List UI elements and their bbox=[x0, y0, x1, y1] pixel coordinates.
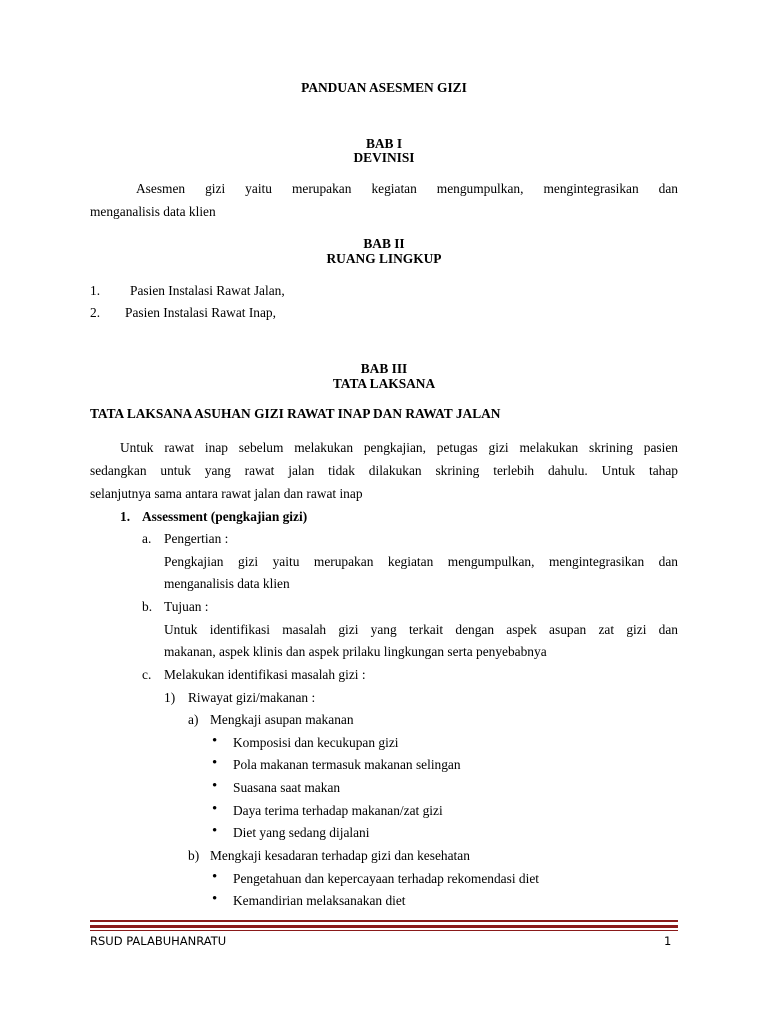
item-b-label: b. bbox=[142, 599, 153, 614]
bab1-text-line1: Asesmen gizi yaitu merupakan kegiatan mengumpulkan, mengintegrasikan dan bbox=[136, 181, 678, 196]
bab3-subheading: TATA LAKSANA ASUHAN GIZI RAWAT INAP DAN RAWAT JALAN bbox=[90, 406, 501, 421]
bab2-heading: RUANG LINGKUP bbox=[326, 251, 442, 266]
item-c1-label: 1) bbox=[164, 690, 176, 705]
bullet-icon: • bbox=[212, 869, 218, 885]
bullet-icon: • bbox=[212, 891, 218, 907]
bab1-label: BAB I bbox=[365, 136, 403, 151]
bullet-item: Pengetahuan dan kepercayaan terhadap rekomendasi diet bbox=[233, 871, 539, 886]
item-b-line1: Untuk identifikasi masalah gizi yang terkait dengan aspek asupan zat gizi dan bbox=[164, 622, 678, 637]
step1-title: Assessment (pengkajian gizi) bbox=[142, 509, 308, 524]
footer-rule bbox=[90, 930, 678, 931]
bab2-item-text: Pasien Instalasi Rawat Inap, bbox=[125, 305, 276, 320]
bullet-item: Komposisi dan kecukupan gizi bbox=[233, 735, 399, 750]
bab1-heading: DEVINISI bbox=[353, 150, 415, 165]
page-number: 1 bbox=[664, 934, 672, 948]
bab1-text-line2: menganalisis data klien bbox=[90, 204, 216, 219]
bullet-item: Daya terima terhadap makanan/zat gizi bbox=[233, 803, 443, 818]
item-b-line2: makanan, aspek klinis dan aspek prilaku lingkungan serta penyebabnya bbox=[164, 644, 547, 659]
item-cb-title: Mengkaji kesadaran terhadap gizi dan kesehatan bbox=[210, 848, 470, 863]
item-ca-label: a) bbox=[188, 712, 199, 727]
bullet-icon: • bbox=[212, 755, 218, 771]
item-c-title: Melakukan identifikasi masalah gizi : bbox=[164, 667, 366, 682]
bab2-item-num: 1. bbox=[90, 283, 101, 298]
bab3-intro-line3: selanjutnya sama antara rawat jalan dan rawat inap bbox=[90, 486, 363, 501]
bab3-label: BAB III bbox=[360, 361, 408, 376]
bullet-icon: • bbox=[212, 778, 218, 794]
bullet-item: Suasana saat makan bbox=[233, 780, 341, 795]
item-a-line2: menganalisis data klien bbox=[164, 576, 290, 591]
footer-rule bbox=[90, 920, 678, 922]
bullet-icon: • bbox=[212, 801, 218, 817]
item-ca-title: Mengkaji asupan makanan bbox=[210, 712, 354, 727]
bullet-icon: • bbox=[212, 733, 218, 749]
bullet-item: Diet yang sedang dijalani bbox=[233, 825, 370, 840]
bullet-item: Pola makanan termasuk makanan selingan bbox=[233, 757, 461, 772]
step1-number: 1. bbox=[120, 509, 131, 524]
item-a-label: a. bbox=[142, 531, 152, 546]
bab3-heading: TATA LAKSANA bbox=[332, 376, 436, 391]
bab3-intro-line2: sedangkan untuk yang rawat jalan tidak dilakukan skrining terlebih dahulu. Untuk tahap bbox=[90, 463, 678, 478]
item-c1-title: Riwayat gizi/makanan : bbox=[188, 690, 316, 705]
item-c-label: c. bbox=[142, 667, 152, 682]
item-b-title: Tujuan : bbox=[164, 599, 209, 614]
bab2-item-num: 2. bbox=[90, 305, 101, 320]
bullet-icon: • bbox=[212, 823, 218, 839]
bab2-label: BAB II bbox=[363, 236, 405, 251]
bab2-item-text: Pasien Instalasi Rawat Jalan, bbox=[130, 283, 285, 298]
item-cb-label: b) bbox=[188, 848, 200, 863]
bullet-item: Kemandirian melaksanakan diet bbox=[233, 893, 406, 908]
footer-institution: RSUD PALABUHANRATU bbox=[90, 934, 227, 948]
item-a-title: Pengertian : bbox=[164, 531, 229, 546]
item-a-line1: Pengkajian gizi yaitu merupakan kegiatan mengumpulkan, mengintegrasikan dan bbox=[164, 554, 678, 569]
document-title: PANDUAN ASESMEN GIZI bbox=[301, 80, 467, 95]
bab3-intro-line1: Untuk rawat inap sebelum melakukan pengkajian, petugas gizi melakukan skrining pasien bbox=[120, 440, 678, 455]
footer-rule bbox=[90, 925, 678, 928]
